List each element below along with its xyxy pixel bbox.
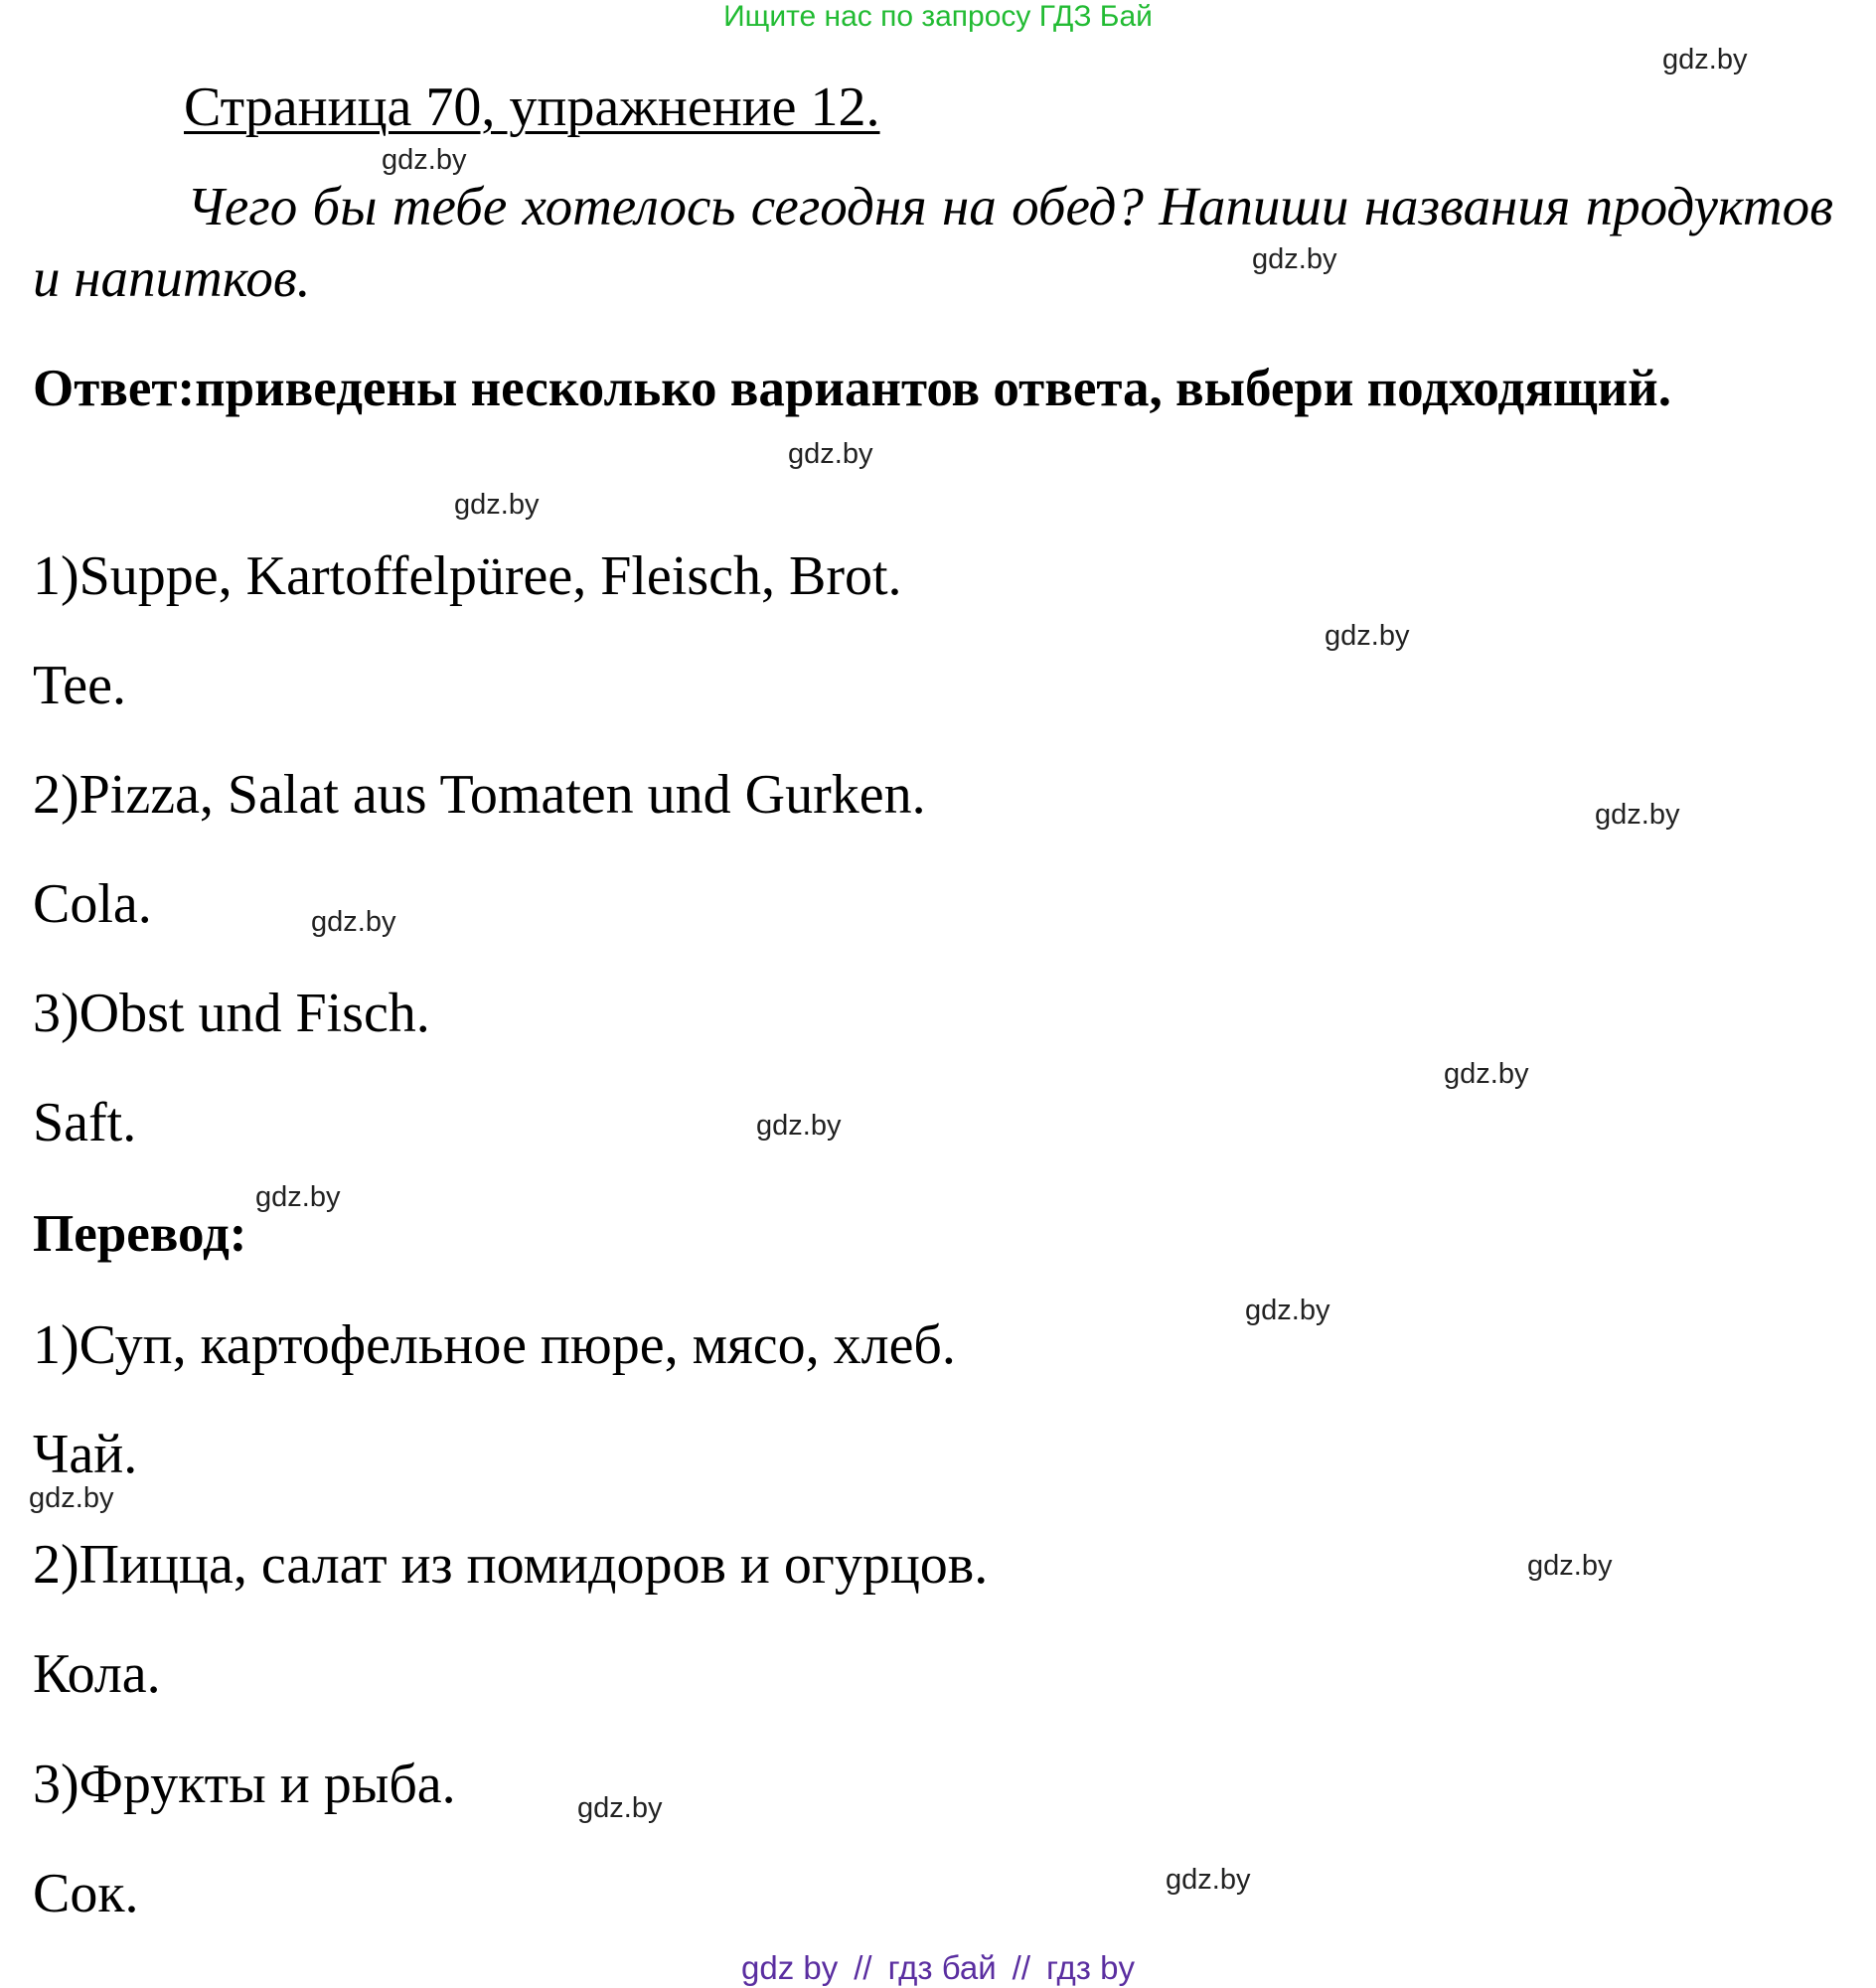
footer-link-gdz-bai[interactable]: гдз бай bbox=[887, 1949, 997, 1986]
watermark: gdz.by bbox=[454, 489, 540, 521]
translation-1-drink: Чай. bbox=[33, 1424, 138, 1485]
watermark: gdz.by bbox=[1527, 1550, 1613, 1582]
watermark: gdz.by bbox=[1444, 1058, 1529, 1090]
search-banner: Ищите нас по запросу ГДЗ Бай bbox=[723, 0, 1153, 33]
variant-1-food: 1)Suppe, Kartoffelpüree, Fleisch, Brot. bbox=[33, 545, 902, 607]
page-title: Страница 70, упражнение 12. bbox=[184, 76, 880, 138]
watermark: gdz.by bbox=[1595, 799, 1680, 831]
watermark: gdz.by bbox=[756, 1110, 842, 1142]
watermark: gdz.by bbox=[1166, 1864, 1251, 1896]
watermark: gdz.by bbox=[1245, 1295, 1330, 1326]
translation-heading: Перевод: bbox=[33, 1205, 247, 1263]
watermark: gdz.by bbox=[1325, 620, 1410, 652]
watermark: gdz.by bbox=[577, 1792, 663, 1824]
watermark: gdz.by bbox=[788, 438, 873, 470]
footer-link-gdz-by[interactable]: gdz by bbox=[741, 1949, 839, 1986]
task-text: Чего бы тебе хотелось сегодня на обед? Напиши названия продуктов и напитков. bbox=[33, 176, 1833, 308]
variant-3-drink: Saft. bbox=[33, 1092, 137, 1153]
footer-link-gdz-by-cyr[interactable]: гдз by bbox=[1046, 1949, 1135, 1986]
watermark: gdz.by bbox=[382, 144, 467, 176]
watermark: gdz.by bbox=[311, 906, 396, 938]
watermark: gdz.by bbox=[1252, 243, 1337, 275]
translation-1-food: 1)Суп, картофельное пюре, мясо, хлеб. bbox=[33, 1314, 956, 1376]
footer-separator: // bbox=[854, 1949, 872, 1986]
translation-2-food: 2)Пицца, салат из помидоров и огурцов. bbox=[33, 1534, 989, 1596]
variant-2-food: 2)Pizza, Salat aus Tomaten und Gurken. bbox=[33, 764, 926, 826]
watermark: gdz.by bbox=[1662, 44, 1748, 76]
variant-1-drink: Tee. bbox=[33, 655, 127, 716]
answer-intro: Ответ:приведены несколько вариантов ответа, выбери подходящий. bbox=[33, 360, 1671, 417]
footer-links bbox=[0, 1949, 1876, 1987]
watermark: gdz.by bbox=[29, 1482, 114, 1514]
variant-3-food: 3)Obst und Fisch. bbox=[33, 983, 430, 1044]
translation-2-drink: Кола. bbox=[33, 1643, 161, 1705]
variant-2-drink: Cola. bbox=[33, 873, 152, 935]
translation-3-food: 3)Фрукты и рыба. bbox=[33, 1754, 456, 1815]
translation-3-drink: Сок. bbox=[33, 1863, 139, 1924]
watermark: gdz.by bbox=[255, 1181, 341, 1213]
footer-separator: // bbox=[1012, 1949, 1030, 1986]
